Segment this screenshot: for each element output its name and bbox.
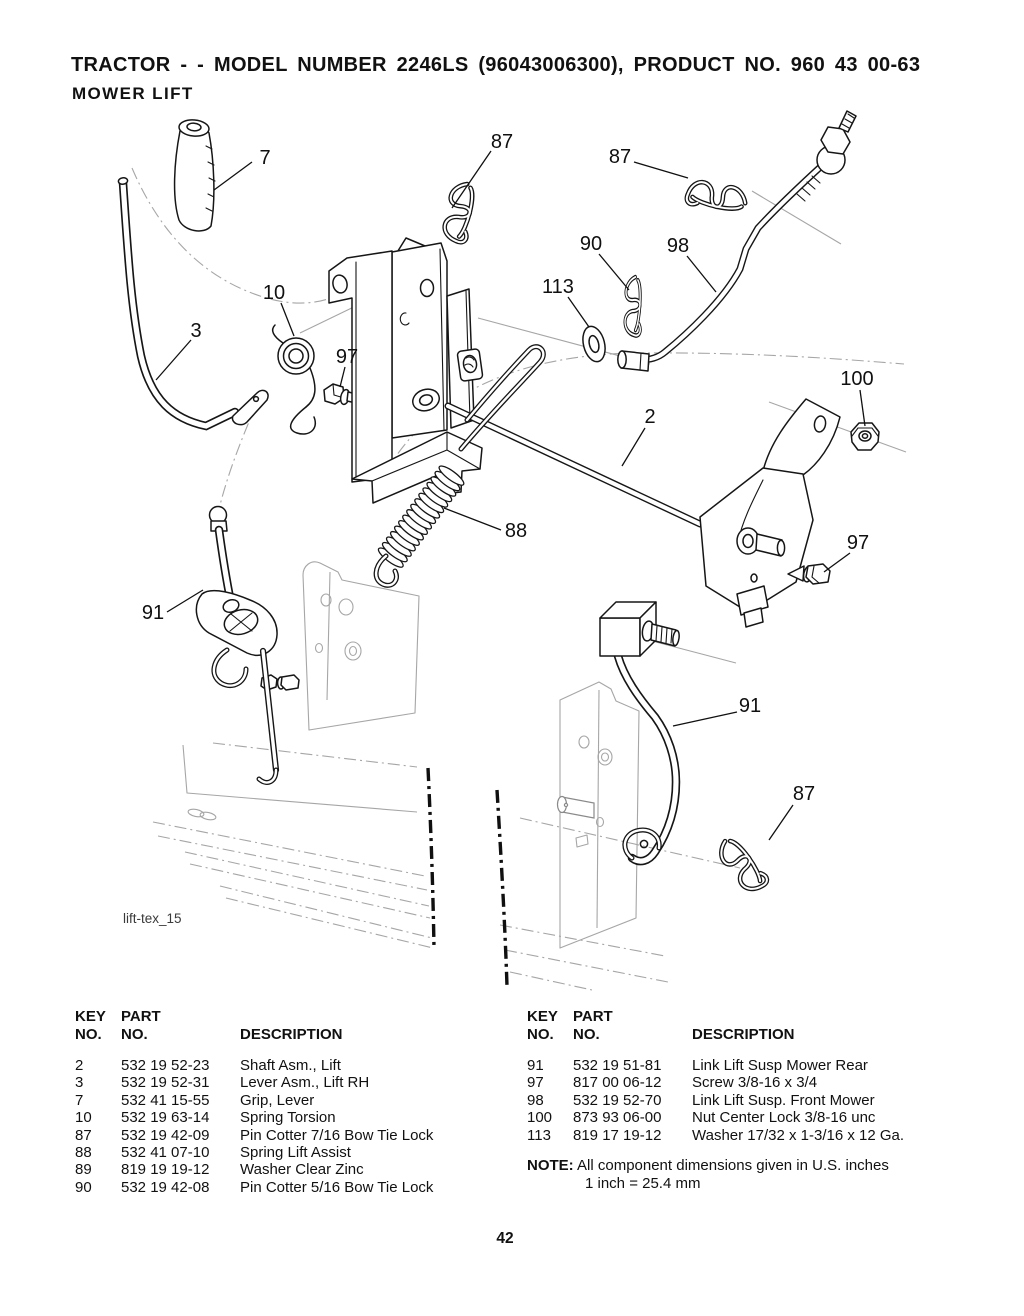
callout-label-3: 3 (190, 320, 202, 342)
break-line (497, 790, 507, 986)
parts-table-row (527, 1092, 997, 1109)
parts-table-row (527, 1057, 997, 1074)
key-no-cell: 3 (75, 1074, 84, 1092)
col-part-header2: NO. (121, 1026, 148, 1043)
callout-leader-98 (687, 256, 716, 292)
key-no-cell: 2 (75, 1057, 84, 1074)
cotter-pin-small-part (624, 277, 642, 336)
description-cell: Screw 3/8-16 x 3/4 (692, 1074, 818, 1092)
callout-label-2: 2 (644, 406, 656, 428)
callout-leader-90 (599, 254, 629, 290)
part-no-cell: 532 19 42-08 (121, 1178, 210, 1196)
description-cell: Pin Cotter 5/16 Bow Tie Lock (240, 1178, 434, 1196)
cotter-pin-part (715, 835, 770, 896)
key-no-cell: 98 (527, 1091, 544, 1109)
description-cell: Grip, Lever (240, 1091, 315, 1109)
ghost-deck-bracket-right (500, 682, 668, 990)
parts-table-header (75, 1008, 515, 1044)
front-link-part (618, 111, 856, 371)
break-line (428, 768, 434, 948)
part-no-cell: 532 41 07-10 (121, 1144, 210, 1162)
callout-leader-91 (673, 712, 737, 726)
key-no-cell: 113 (527, 1126, 551, 1144)
callout-label-7: 7 (259, 147, 271, 169)
part-no-cell: 819 19 19-12 (121, 1161, 210, 1179)
lock-nut-part (851, 423, 879, 450)
callout-leader-88 (444, 508, 501, 530)
parts-table-left (75, 1008, 515, 1196)
part-no-cell: 532 19 52-23 (121, 1057, 210, 1074)
part-no-cell: 819 17 19-12 (573, 1126, 662, 1144)
parts-table-header (527, 1008, 997, 1044)
callout-leader-87 (634, 162, 688, 178)
ghost-deck-bracket-left (303, 562, 419, 730)
col-key-header2: NO. (527, 1026, 554, 1043)
description-cell: Nut Center Lock 3/8-16 unc (692, 1109, 876, 1127)
parts-table-row (75, 1161, 515, 1178)
description-cell: Washer Clear Zinc (240, 1161, 364, 1179)
part-no-cell: 532 19 63-14 (121, 1109, 210, 1127)
description-cell: Link Lift Susp Mower Rear (692, 1057, 868, 1074)
col-part-header2: NO. (573, 1026, 600, 1043)
part-no-cell: 532 19 52-31 (121, 1074, 210, 1092)
description-cell: Link Lift Susp. Front Mower (692, 1091, 875, 1109)
description-cell: Lever Asm., Lift RH (240, 1074, 370, 1092)
callout-label-100: 100 (840, 368, 874, 390)
washer-part (579, 324, 608, 364)
parts-table-row (75, 1127, 515, 1144)
key-no-cell: 87 (75, 1126, 92, 1144)
rear-link-left-part (196, 507, 299, 783)
parts-table-rows (75, 1057, 515, 1196)
col-key-header: KEY (527, 1008, 558, 1025)
part-no-cell: 532 41 15-55 (121, 1091, 210, 1109)
note-label: NOTE: (527, 1157, 574, 1174)
key-no-cell: 100 (527, 1109, 553, 1127)
callout-leader-7 (214, 162, 252, 190)
part-no-cell: 532 19 42-09 (121, 1126, 210, 1144)
callout-label-90: 90 (579, 233, 603, 255)
page-number: 42 (496, 1230, 514, 1247)
callout-label-91: 91 (738, 695, 762, 717)
callout-label-87: 87 (490, 131, 514, 153)
torsion-spring-part (273, 325, 316, 434)
part-no-cell: 873 93 06-00 (573, 1109, 662, 1127)
callout-label-98: 98 (666, 235, 690, 257)
col-part-header: PART (573, 1008, 613, 1025)
note-line2: 1 inch = 25.4 mm (585, 1175, 701, 1192)
description-cell: Pin Cotter 7/16 Bow Tie Lock (240, 1126, 434, 1144)
parts-table-row (75, 1092, 515, 1109)
key-no-cell: 7 (75, 1091, 84, 1109)
callout-label-10: 10 (262, 282, 286, 304)
key-no-cell: 97 (527, 1074, 544, 1092)
description-cell: Washer 17/32 x 1-3/16 x 12 Ga. (692, 1126, 905, 1144)
callout-label-87: 87 (792, 783, 816, 805)
callout-label-91: 91 (141, 602, 165, 624)
description-cell: Spring Torsion (240, 1109, 336, 1127)
col-key-header2: NO. (75, 1026, 102, 1043)
callout-label-88: 88 (504, 520, 528, 542)
callout-label-113: 113 (542, 276, 574, 298)
col-key-header: KEY (75, 1008, 106, 1025)
callout-leader-97 (340, 367, 345, 387)
callout-label-87: 87 (608, 146, 632, 168)
page-title: TRACTOR - - MODEL NUMBER 2246LS (96043006300), PRODUCT NO. 960 43 00-63 (71, 54, 921, 76)
callout-leader-100 (860, 390, 865, 426)
parts-table-right (527, 1008, 997, 1144)
callout-leader-97 (824, 553, 850, 572)
grip-lever-part (175, 119, 215, 231)
key-no-cell: 88 (75, 1144, 92, 1162)
key-no-cell: 10 (75, 1109, 92, 1127)
ghost-deck-left (153, 743, 433, 948)
rear-link-right-part (600, 602, 680, 861)
part-no-cell: 532 19 52-70 (573, 1091, 662, 1109)
key-no-cell: 91 (527, 1057, 544, 1074)
description-cell: Shaft Asm., Lift (240, 1057, 341, 1074)
page-subtitle: MOWER LIFT (72, 84, 194, 103)
col-desc-header: DESCRIPTION (240, 1026, 343, 1043)
callout-leader-2 (622, 428, 645, 466)
callout-label-97: 97 (335, 346, 359, 368)
callout-leader-113 (568, 297, 589, 327)
parts-table-row (527, 1109, 997, 1126)
callout-label-97: 97 (846, 532, 870, 554)
cotter-pin-part (686, 180, 748, 213)
callout-leader-3 (156, 340, 191, 380)
key-no-cell: 90 (75, 1178, 92, 1196)
col-part-header: PART (121, 1008, 161, 1025)
cotter-pin-part (442, 181, 477, 243)
description-cell: Spring Lift Assist (240, 1144, 351, 1162)
callout-leader-87 (769, 805, 793, 840)
parts-table-row (75, 1144, 515, 1161)
parts-table-row (75, 1057, 515, 1074)
parts-table-row (75, 1179, 515, 1196)
right-bracket-part (700, 399, 840, 627)
col-desc-header: DESCRIPTION (692, 1026, 795, 1043)
center-bracket-part (329, 238, 483, 503)
parts-table-row (527, 1127, 997, 1144)
parts-table-rows (527, 1057, 997, 1144)
key-no-cell: 89 (75, 1161, 92, 1179)
parts-table-row (75, 1074, 515, 1091)
figure-label: lift-tex_15 (123, 911, 182, 926)
callout-leader-10 (281, 303, 294, 336)
part-no-cell: 817 00 06-12 (573, 1074, 662, 1092)
parts-table-row (527, 1074, 997, 1091)
dimensions-note (527, 1157, 889, 1193)
note-line1: All component dimensions given in U.S. inches (577, 1157, 889, 1174)
parts-table-row (75, 1109, 515, 1126)
part-no-cell: 532 19 51-81 (573, 1057, 662, 1074)
